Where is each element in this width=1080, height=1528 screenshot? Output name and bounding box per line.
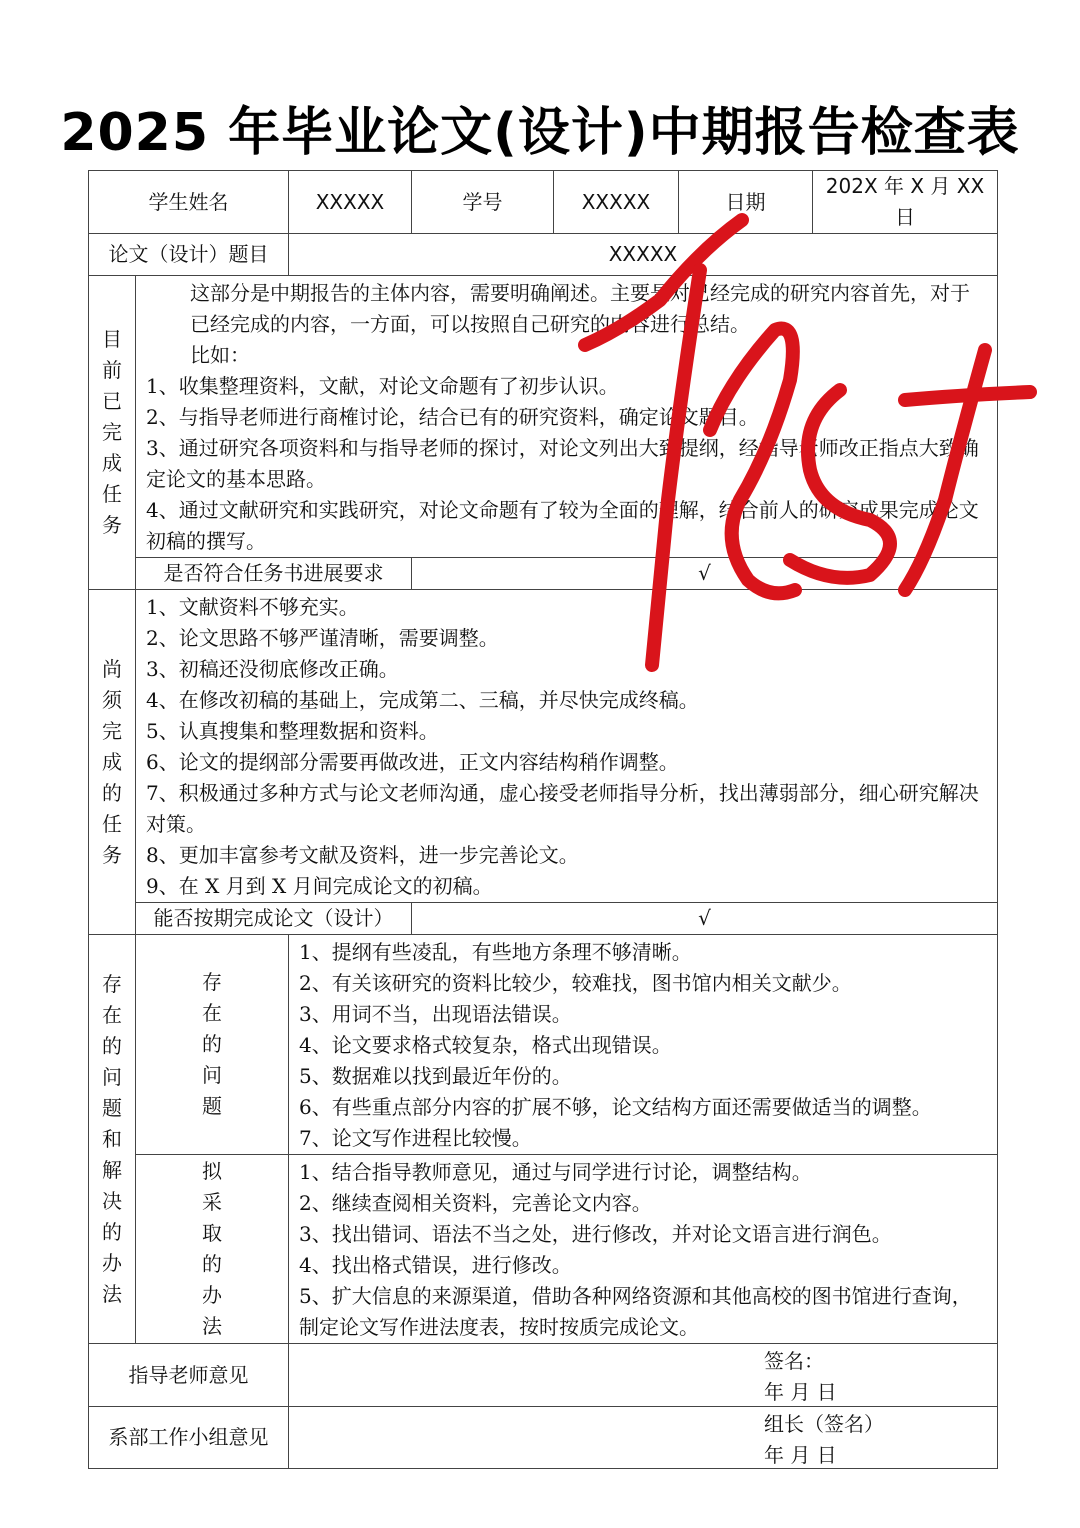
remaining-tasks-label: 尚须完成的任务 xyxy=(89,590,136,935)
date-label: 日期 xyxy=(679,171,813,234)
advisor-date-label: 年 月 日 xyxy=(764,1380,837,1404)
department-opinion-field xyxy=(289,1407,998,1469)
problem-item: 6、有些重点部分内容的扩展不够，论文结构方面还需要做适当的调整。 xyxy=(299,1095,932,1119)
on-time-check-label: 能否按期完成论文（设计） xyxy=(136,903,412,935)
remaining-item: 6、论文的提纲部分需要再做改进，正文内容结构稍作调整。 xyxy=(146,750,679,774)
student-name-value: XXXXX xyxy=(289,171,412,234)
progress-check-mark: √ xyxy=(412,558,998,590)
solution-item: 4、找出格式错误，进行修改。 xyxy=(299,1253,572,1277)
student-id-label: 学号 xyxy=(412,171,554,234)
completed-item: 2、与指导老师进行商榷讨论，结合已有的研究资料，确定论文题目。 xyxy=(146,405,759,429)
progress-check-label: 是否符合任务书进展要求 xyxy=(136,558,412,590)
department-opinion-label: 系部工作小组意见 xyxy=(89,1407,289,1469)
advisor-sign-label: 签名： xyxy=(764,1349,824,1373)
problems-label: 存在的问题 xyxy=(136,935,289,1155)
student-id-value: XXXXX xyxy=(554,171,679,234)
report-table xyxy=(88,170,998,1469)
remaining-item: 9、在 X 月到 X 月间完成论文的初稿。 xyxy=(146,874,493,898)
issues-label: 存在的问题和解决的办法 xyxy=(89,935,136,1344)
advisor-opinion-field xyxy=(289,1344,998,1407)
student-name-label: 学生姓名 xyxy=(89,171,289,234)
department-sign-label: 组长（签名） xyxy=(764,1412,884,1436)
solution-item: 5、扩大信息的来源渠道，借助各种网络资源和其他高校的图书馆进行查询，制定论文写作进法度表，按时按质完成论文。 xyxy=(299,1284,972,1339)
completed-item: 4、通过文献研究和实践研究，对论文命题有了较为全面的理解，结合前人的研究成果完成论文初稿的撰写。 xyxy=(146,498,979,553)
solution-item: 1、结合指导教师意见，通过与同学进行讨论，调整结构。 xyxy=(299,1160,812,1184)
on-time-check-mark: √ xyxy=(412,903,998,935)
remaining-item: 7、积极通过多种方式与论文老师沟通，虚心接受老师指导分析，找出薄弱部分，细心研究解决对策。 xyxy=(146,781,979,836)
page-title: 2025 年毕业论文(设计)中期报告检查表 xyxy=(60,103,1020,163)
topic-value: XXXXX xyxy=(289,234,998,276)
remaining-item: 3、初稿还没彻底修改正确。 xyxy=(146,657,399,681)
solution-item: 3、找出错词、语法不当之处，进行修改，并对论文语言进行润色。 xyxy=(299,1222,892,1246)
problems-content xyxy=(289,935,998,1155)
completed-tasks-content xyxy=(136,276,998,558)
problem-item: 1、提纲有些凌乱，有些地方条理不够清晰。 xyxy=(299,940,692,964)
date-value: 202X 年 X 月 XX 日 xyxy=(813,171,998,234)
solutions-label: 拟采取的办法 xyxy=(136,1155,289,1344)
topic-label: 论文（设计）题目 xyxy=(89,234,289,276)
completed-tasks-label: 目前已完成任务 xyxy=(89,276,136,590)
solutions-content xyxy=(289,1155,998,1344)
advisor-opinion-label: 指导老师意见 xyxy=(89,1344,289,1407)
completed-item: 1、收集整理资料，文献，对论文命题有了初步认识。 xyxy=(146,374,619,398)
problem-item: 7、论文写作进程比较慢。 xyxy=(299,1126,532,1150)
problem-item: 5、数据难以找到最近年份的。 xyxy=(299,1064,572,1088)
solution-item: 2、继续查阅相关资料，完善论文内容。 xyxy=(299,1191,652,1215)
remaining-item: 5、认真搜集和整理数据和资料。 xyxy=(146,719,439,743)
remaining-item: 1、文献资料不够充实。 xyxy=(146,595,359,619)
problem-item: 2、有关该研究的资料比较少，较难找，图书馆内相关文献少。 xyxy=(299,971,852,995)
problem-item: 4、论文要求格式较复杂，格式出现错误。 xyxy=(299,1033,672,1057)
completed-intro: 这部分是中期报告的主体内容，需要明确阐述。主要是对已经完成的研究内容首先，对于已经完成的内容，一方面，可以按照自己研究的内容进行总结。 xyxy=(190,281,970,336)
remaining-item: 4、在修改初稿的基础上，完成第二、三稿，并尽快完成终稿。 xyxy=(146,688,699,712)
department-date-label: 年 月 日 xyxy=(764,1443,837,1467)
completed-item: 3、通过研究各项资料和与指导老师的探讨，对论文列出大致提纲，经指导老师改正指点大致确定论文的基本思路。 xyxy=(146,436,979,491)
remaining-item: 2、论文思路不够严谨清晰，需要调整。 xyxy=(146,626,499,650)
problem-item: 3、用词不当，出现语法错误。 xyxy=(299,1002,572,1026)
remaining-tasks-content xyxy=(136,590,998,903)
completed-example-label: 比如： xyxy=(190,343,250,367)
remaining-item: 8、更加丰富参考文献及资料，进一步完善论文。 xyxy=(146,843,579,867)
